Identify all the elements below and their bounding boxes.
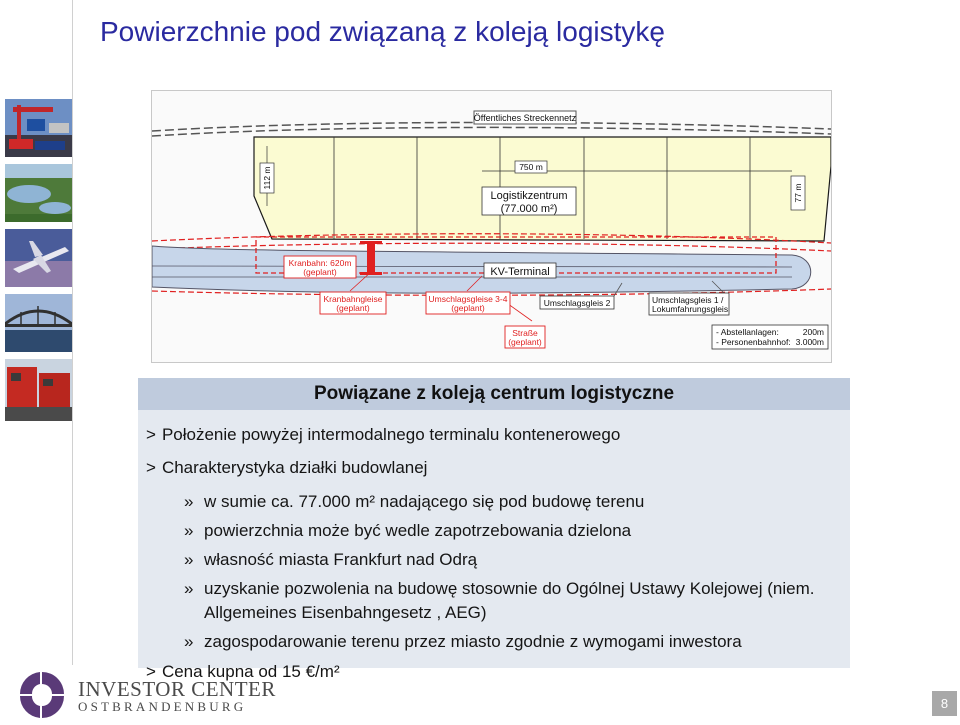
investor-center-logo-icon [18,670,66,720]
bullet-text: Cena kupna od 15 €/m² [161,662,340,681]
zone-name: Logistikzentrum [490,190,568,202]
sub-bullet-text: uzyskanie pozwolenia na budowę stosownie do Ogólnej Ustawy Kolejowej (niem. Allgemeines Eisenbahngesetz , AEG) [204,579,815,622]
station-value: 3.000m [795,337,824,347]
page-title: Powierzchnie pod związaną z koleją logistykę [100,16,665,47]
page-number: 8 [932,691,957,716]
sub-bullet [184,577,842,625]
road-label: Straße [512,328,538,338]
sub-bullet [184,490,842,514]
sub-bullet-text: zagospodarowanie terenu przez miasto zgodnie z wymogami inwestora [204,632,742,651]
transfer-tracks-planned: (geplant) [451,303,485,313]
sub-bullet [184,548,842,572]
sub-bullet-text: własność miasta Frankfurt nad Odrą [204,550,478,569]
length-label: 750 m [519,162,543,172]
sub-bullet [184,630,842,654]
transfer-track1-label: Umschlagsgleis 1 / [652,295,724,305]
sub-bullet-marker: » [184,521,194,540]
bullet-plot-features [146,451,842,484]
bullet-location [146,418,842,451]
bullet-text: Położenie powyżej intermodalnego terminalu kontenerowego [161,425,621,444]
sub-bullet-marker: » [184,632,194,651]
sub-bullet-marker: » [184,550,194,569]
network-label: Öffentliches Streckennetz [473,113,577,123]
airplane-photo [5,229,72,287]
sub-bullet-text: powierzchnia może być wedle zapotrzebowania dzielona [204,521,632,540]
sub-bullet-marker: » [184,492,194,511]
loco-track-label: Lokumfahrungsgleis [652,304,729,314]
transfer-tracks-label: Umschlagsgleise 3-4 [428,294,508,304]
lake-landscape-photo [5,164,72,222]
logo-text-line1: INVESTOR CENTER [78,677,276,701]
bullet-text: Charakterystyka działki budowlanej [161,458,428,477]
info-panel [138,378,850,681]
crane-planned: (geplant) [303,267,337,277]
crane-label: Kranbahn: 620m [288,258,352,268]
road-planned: (geplant) [508,337,542,347]
bullet-list [146,418,842,685]
logo-text-line2: OSTBRANDENBURG [78,699,247,714]
bullet-marker: > [146,458,156,477]
bridge-photo [5,294,72,352]
crane-track-planned: (geplant) [336,303,370,313]
transfer-track2-label: Umschlagsgleis 2 [543,298,611,308]
station-label: - Personenbahnhof: [716,337,791,347]
locomotives-photo [5,359,72,421]
crane-track-label: Kranbahngleise [323,294,383,304]
sub-bullet-text: w sumie ca. 77.000 m² nadającego się pod budowę terenu [204,492,645,511]
bullet-marker: > [146,425,156,444]
depth-right-label: 77 m [793,183,803,203]
left-divider [72,0,73,665]
container-crane-photo [5,99,72,157]
site-plan-diagram [151,90,832,363]
zone-area: (77.000 m²) [500,203,558,215]
sub-bullet-marker: » [184,579,194,598]
sub-bullet [184,519,842,543]
parking-label: - Abstellanlagen: [716,327,779,337]
panel-heading: Powiązane z koleją centrum logistyczne [138,378,850,410]
parking-value: 200m [802,327,824,337]
depth-left-label: 112 m [262,166,272,190]
bullet-marker: > [146,662,156,681]
kv-terminal-label: KV-Terminal [490,266,550,278]
